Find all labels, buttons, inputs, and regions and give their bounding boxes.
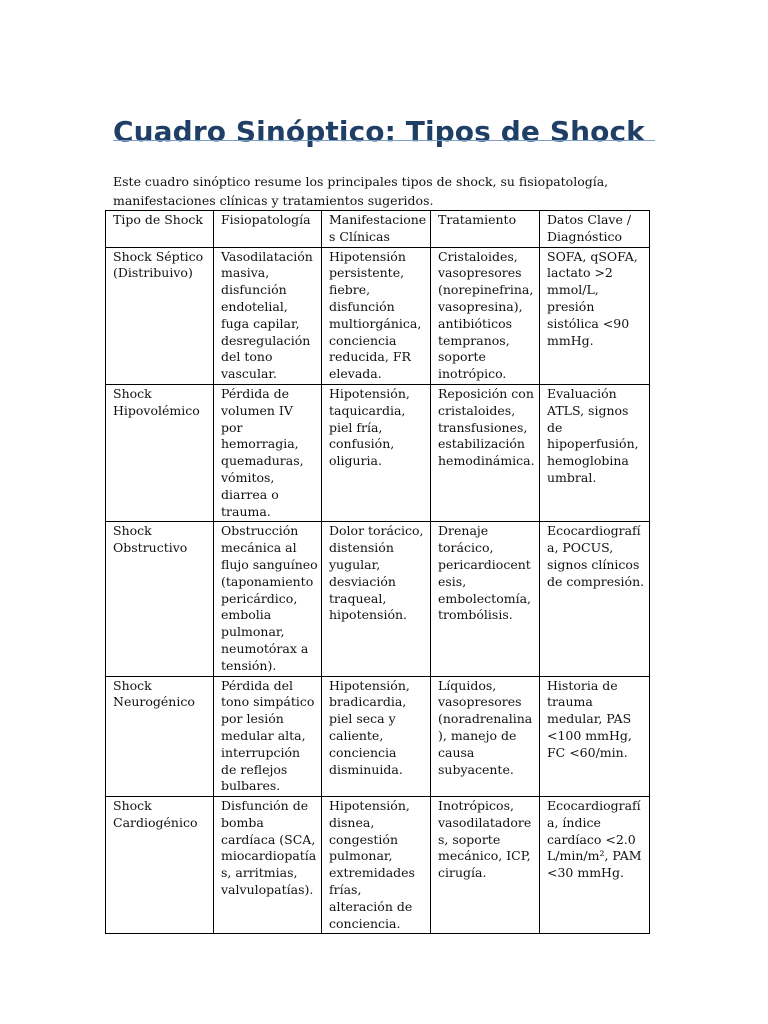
cell-datos-clave: Ecocardiografía, índice cardíaco <2.0 L/min/m², PAM <30 mmHg. <box>540 797 650 934</box>
cell-fisiopatologia: Disfunción de bomba cardíaca (SCA, miocardiopatías, arritmias, valvulopatías). <box>214 797 322 934</box>
cell-tratamiento: Cristaloides, vasopresores (norepinefrina, vasopresina), antibióticos tempranos, soporte inotrópico. <box>431 247 540 384</box>
table-row <box>106 676 650 797</box>
column-header-manifestaciones: Manifestaciones Clínicas <box>322 211 431 248</box>
cell-manifestaciones: Hipotensión persistente, fiebre, disfunción multiorgánica, conciencia reducida, FR elevada. <box>322 247 431 384</box>
cell-tipo: Shock Neurogénico <box>106 676 214 797</box>
table-header-row <box>106 211 650 248</box>
cell-tratamiento: Inotrópicos, vasodilatadores, soporte mecánico, ICP, cirugía. <box>431 797 540 934</box>
title-divider <box>113 140 655 141</box>
cell-tipo: Shock Hipovolémico <box>106 384 214 521</box>
column-header-fisiopatologia: Fisiopatología <box>214 211 322 248</box>
cell-tratamiento: Reposición con cristaloides, transfusiones, estabilización hemodinámica. <box>431 384 540 521</box>
table-row <box>106 797 650 934</box>
cell-datos-clave: Evaluación ATLS, signos de hipoperfusión, hemoglobina umbral. <box>540 384 650 521</box>
page-title: Cuadro Sinóptico: Tipos de Shock <box>113 114 645 148</box>
table-row <box>106 247 650 384</box>
cell-datos-clave: SOFA, qSOFA, lactato >2 mmol/L, presión sistólica <90 mmHg. <box>540 247 650 384</box>
cell-manifestaciones: Hipotensión, bradicardia, piel seca y caliente, conciencia disminuida. <box>322 676 431 797</box>
cell-manifestaciones: Hipotensión, taquicardia, piel fría, confusión, oliguria. <box>322 384 431 521</box>
cell-datos-clave: Historia de trauma medular, PAS <100 mmHg, FC <60/min. <box>540 676 650 797</box>
column-header-tratamiento: Tratamiento <box>431 211 540 248</box>
cell-datos-clave: Ecocardiografía, POCUS, signos clínicos de compresión. <box>540 522 650 676</box>
shock-types-table <box>105 210 650 934</box>
cell-fisiopatologia: Vasodilatación masiva, disfunción endotelial, fuga capilar, desregulación del tono vascular. <box>214 247 322 384</box>
cell-fisiopatologia: Obstrucción mecánica al flujo sanguíneo (taponamiento pericárdico, embolia pulmonar, neumotórax a tensión). <box>214 522 322 676</box>
cell-tipo: Shock Cardiogénico <box>106 797 214 934</box>
column-header-tipo: Tipo de Shock <box>106 211 214 248</box>
cell-tratamiento: Drenaje torácico, pericardiocentesis, embolectomía, trombólisis. <box>431 522 540 676</box>
cell-tratamiento: Líquidos, vasopresores (noradrenalina), manejo de causa subyacente. <box>431 676 540 797</box>
column-header-datos-clave: Datos Clave / Diagnóstico <box>540 211 650 248</box>
cell-fisiopatologia: Pérdida de volumen IV por hemorragia, quemaduras, vómitos, diarrea o trauma. <box>214 384 322 521</box>
cell-manifestaciones: Hipotensión, disnea, congestión pulmonar, extremidades frías, alteración de conciencia. <box>322 797 431 934</box>
cell-manifestaciones: Dolor torácico, distensión yugular, desviación traqueal, hipotensión. <box>322 522 431 676</box>
cell-tipo: Shock Séptico (Distribuivo) <box>106 247 214 384</box>
cell-fisiopatologia: Pérdida del tono simpático por lesión medular alta, interrupción de reflejos bulbares. <box>214 676 322 797</box>
table-row <box>106 522 650 676</box>
table-row <box>106 384 650 521</box>
intro-paragraph: Este cuadro sinóptico resume los principales tipos de shock, su fisiopatología, manifestaciones clínicas y tratamientos sugeridos. <box>113 173 609 208</box>
cell-tipo: Shock Obstructivo <box>106 522 214 676</box>
